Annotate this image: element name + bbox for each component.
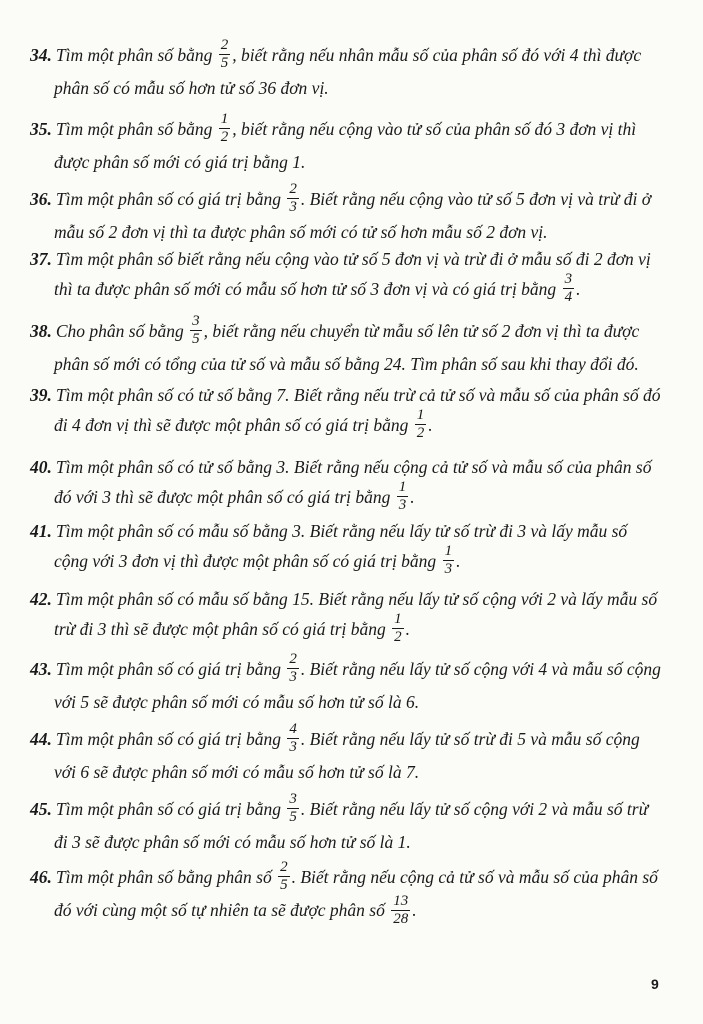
problem-text: . bbox=[428, 415, 433, 435]
problem-number: 44. bbox=[30, 729, 52, 749]
problem-text: đó với cùng một số tự nhiên ta sẽ được phân số bbox=[54, 900, 385, 921]
denominator: 2 bbox=[416, 425, 425, 442]
problem-text: trừ đi 3 thì sẽ được một phân số có giá trị bằng bbox=[54, 619, 386, 639]
problem-text: Tìm một phân số bằng bbox=[55, 45, 213, 65]
problem-number: 45. bbox=[30, 799, 52, 819]
problem-text: Tìm một phân số có mẫu số bằng 15. Biết rằng nếu lấy tử số cộng với 2 và lấy mẫu số bbox=[55, 589, 658, 609]
problem-number: 43. bbox=[30, 659, 52, 679]
denominator: 3 bbox=[289, 739, 297, 756]
problem-text: . bbox=[576, 279, 581, 299]
numerator: 2 bbox=[289, 181, 297, 198]
fraction bbox=[287, 652, 299, 685]
problem-number: 42. bbox=[30, 589, 52, 609]
problem-text: Cho phân số bằng bbox=[55, 321, 184, 341]
denominator: 3 bbox=[398, 497, 407, 514]
denominator: 4 bbox=[564, 289, 573, 306]
problem-39 bbox=[30, 380, 670, 443]
problem-text: . bbox=[410, 487, 415, 507]
problem-text: đi 3 sẽ được phân số mới có mẫu số hơn tử số là 1. bbox=[54, 832, 411, 853]
numerator: 2 bbox=[220, 37, 229, 54]
problem-text: Tìm một phân số có giá trị bằng bbox=[55, 799, 281, 819]
numerator: 13 bbox=[393, 892, 409, 909]
fraction bbox=[190, 314, 202, 347]
problem-43 bbox=[30, 651, 670, 717]
problem-text: , biết rằng nếu nhân mẫu số của phân số đó với 4 thì được bbox=[232, 45, 642, 65]
problem-number: 34. bbox=[30, 45, 52, 65]
numerator: 1 bbox=[416, 407, 425, 424]
problem-number: 41. bbox=[30, 521, 52, 541]
fraction bbox=[443, 544, 455, 577]
problem-text: , biết rằng nếu chuyển từ mẫu số lên tử số 2 đơn vị thì ta được bbox=[203, 321, 640, 341]
problem-text: . Biết rằng nếu cộng vào tử số 5 đơn vị và trừ đi ở bbox=[300, 189, 652, 209]
problem-34 bbox=[30, 37, 670, 103]
problem-text: . Biết rằng nếu lấy tử số cộng với 4 và mẫu số cộng bbox=[300, 659, 661, 679]
problem-number: 35. bbox=[30, 119, 52, 139]
problem-38 bbox=[30, 313, 670, 379]
fraction bbox=[415, 408, 427, 441]
denominator: 5 bbox=[280, 877, 288, 894]
problem-text: thì ta được phân số mới có mẫu số hơn tử số 3 đơn vị và có giá trị bằng bbox=[54, 279, 557, 299]
problem-text: Tìm một phân số có mẫu số bằng 3. Biết rằng nếu lấy tử số trừ đi 3 và lấy mẫu số bbox=[55, 521, 628, 541]
numerator: 1 bbox=[220, 111, 229, 128]
denominator: 5 bbox=[289, 809, 297, 826]
fraction bbox=[219, 38, 231, 71]
problem-text: được phân số mới có giá trị bằng 1. bbox=[54, 152, 306, 173]
problem-text: Tìm một phân số có giá trị bằng bbox=[55, 659, 281, 679]
problem-text: phân số mới có tổng của tử số và mẫu số bằng 24. Tìm phân số sau khi thay đổi đó. bbox=[54, 354, 639, 375]
fraction bbox=[278, 860, 290, 893]
problem-text: Tìm một phân số có giá trị bằng bbox=[55, 729, 281, 749]
problem-number: 38. bbox=[30, 321, 52, 341]
numerator: 4 bbox=[289, 721, 297, 738]
problem-text: cộng với 3 đơn vị thì được một phân số có giá trị bằng bbox=[54, 551, 437, 571]
fraction bbox=[287, 792, 299, 825]
problem-text: Tìm một phân số có tử số bằng 7. Biết rằng nếu trừ cả tử số và mẫu số của phân số đó bbox=[55, 385, 661, 405]
problem-number: 39. bbox=[30, 385, 52, 405]
problem-number: 36. bbox=[30, 189, 52, 209]
numerator: 3 bbox=[564, 271, 573, 288]
problem-37 bbox=[30, 244, 670, 307]
fraction bbox=[563, 272, 575, 305]
denominator: 28 bbox=[393, 910, 409, 927]
problem-text: . bbox=[456, 551, 461, 571]
problem-text: Tìm một phân số biết rằng nếu cộng vào tử số 5 đơn vị và trừ đi ở mẫu số đi 2 đơn vị bbox=[55, 249, 651, 269]
problem-text: đó với 3 thì sẽ được một phân số có giá trị bằng bbox=[54, 487, 391, 507]
fraction bbox=[287, 182, 299, 215]
problem-text: phân số có mẫu số hơn tử số 36 đơn vị. bbox=[54, 78, 329, 99]
problem-44 bbox=[30, 721, 670, 787]
numerator: 1 bbox=[394, 611, 402, 628]
denominator: 5 bbox=[192, 331, 200, 348]
problem-number: 46. bbox=[30, 867, 52, 887]
problem-36 bbox=[30, 181, 670, 247]
denominator: 2 bbox=[220, 129, 229, 146]
denominator: 3 bbox=[289, 199, 297, 216]
problem-text: Tìm một phân số có giá trị bằng bbox=[55, 189, 281, 209]
denominator: 5 bbox=[220, 55, 229, 72]
problem-text: . bbox=[405, 619, 411, 639]
problem-text: Tìm một phân số bằng bbox=[55, 119, 213, 139]
problem-35 bbox=[30, 111, 670, 177]
numerator: 1 bbox=[444, 543, 453, 560]
problem-46 bbox=[30, 859, 670, 929]
problem-41 bbox=[30, 516, 670, 579]
numerator: 3 bbox=[289, 791, 297, 808]
problem-text: với 5 sẽ được phân số mới có mẫu số hơn tử số là 6. bbox=[54, 692, 420, 713]
numerator: 1 bbox=[398, 479, 407, 496]
problem-text: . Biết rằng nếu cộng cả tử số và mẫu số của phân số bbox=[291, 867, 658, 887]
page-number: 9 bbox=[651, 976, 659, 992]
problem-text: , biết rằng nếu cộng vào tử số của phân số đó 3 đơn vị thì bbox=[232, 119, 637, 139]
problem-40 bbox=[30, 452, 670, 515]
fraction bbox=[392, 612, 404, 645]
problem-text: Tìm một phân số bằng phân số bbox=[55, 867, 272, 887]
problem-text: . Biết rằng nếu lấy tử số cộng với 2 và mẫu số trừ bbox=[300, 799, 649, 819]
numerator: 2 bbox=[280, 859, 288, 876]
problem-text: với 6 sẽ được phân số mới có mẫu số hơn tử số là 7. bbox=[54, 762, 420, 783]
denominator: 3 bbox=[444, 561, 453, 578]
problem-text: đi 4 đơn vị thì sẽ được một phân số có giá trị bằng bbox=[54, 415, 409, 435]
fraction bbox=[287, 722, 299, 755]
problem-number: 37. bbox=[30, 249, 52, 269]
problem-text: . Biết rằng nếu lấy tử số trừ đi 5 và mẫu số cộng bbox=[300, 729, 640, 749]
numerator: 2 bbox=[289, 651, 297, 668]
denominator: 3 bbox=[289, 669, 297, 686]
problem-number: 40. bbox=[30, 457, 52, 477]
problem-42 bbox=[30, 584, 670, 647]
fraction bbox=[397, 480, 409, 513]
denominator: 2 bbox=[394, 629, 402, 646]
numerator: 3 bbox=[192, 313, 200, 330]
problem-text: mẫu số 2 đơn vị thì ta được phân số mới có tử số hơn mẫu số 2 đơn vị. bbox=[54, 222, 548, 243]
fraction bbox=[219, 112, 231, 145]
problem-text: . bbox=[412, 900, 417, 921]
problem-45 bbox=[30, 791, 670, 857]
problem-text: Tìm một phân số có tử số bằng 3. Biết rằng nếu cộng cả tử số và mẫu số của phân số bbox=[55, 457, 652, 477]
fraction bbox=[391, 894, 410, 927]
